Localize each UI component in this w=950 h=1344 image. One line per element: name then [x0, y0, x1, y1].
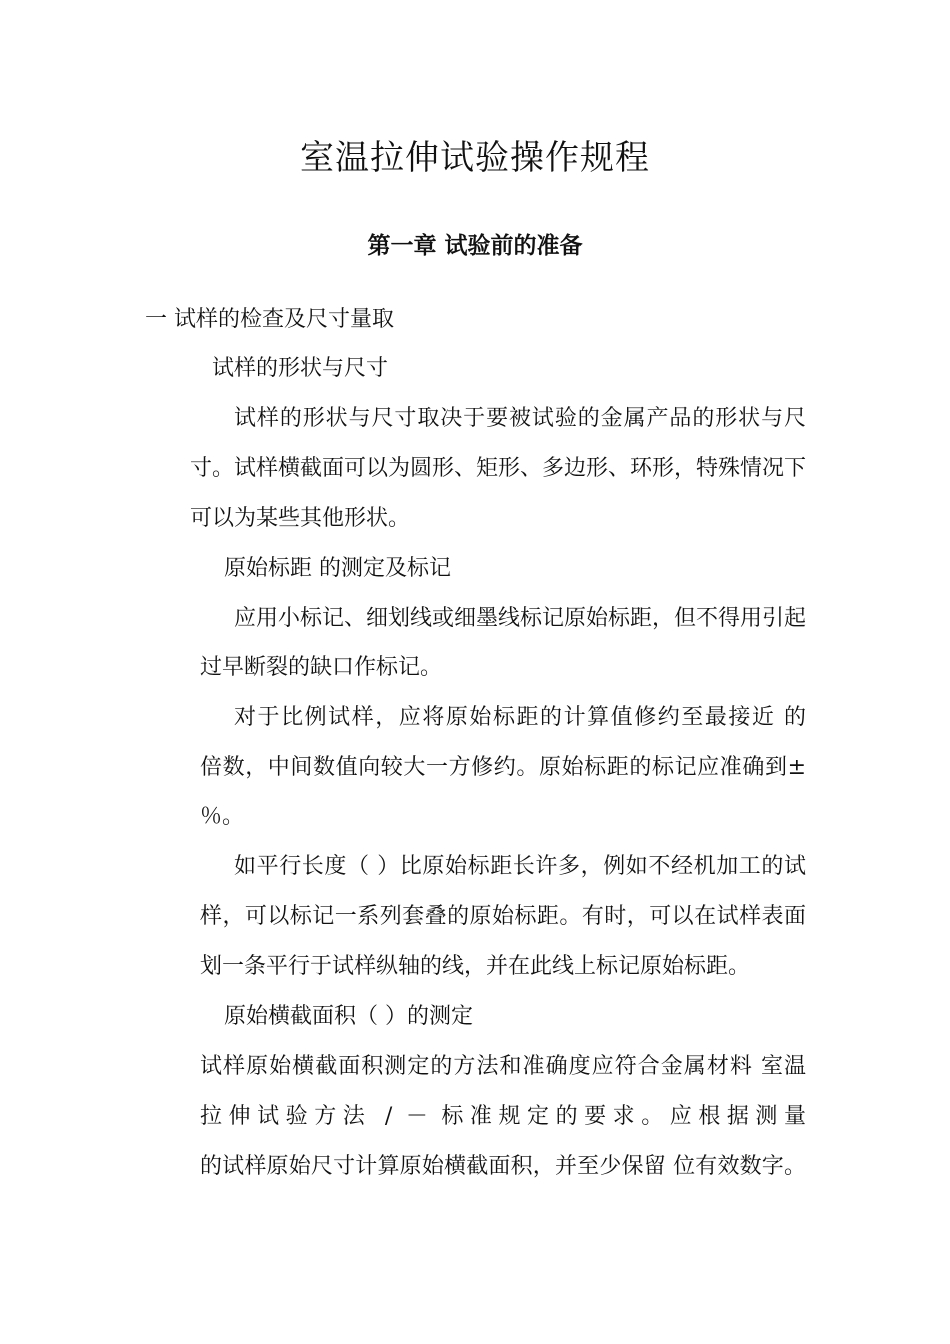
paragraph-line: 应用小标记、细划线或细墨线标记原始标距，但不得用引起 — [234, 606, 807, 631]
section-heading: 一 试样的检查及尺寸量取 — [145, 307, 394, 332]
paragraph-line: 过早断裂的缺口作标记。 — [200, 655, 443, 680]
paragraph-line: ％。 — [200, 804, 245, 829]
paragraph-line: 寸。试样横截面可以为圆形、矩形、多边形、环形，特殊情况下 — [190, 456, 807, 481]
paragraph-line: 倍数，中间数值向较大一方修约。原始标距的标记应准确到± — [200, 755, 806, 780]
subsection-heading-cross-section: 原始横截面积（ ）的测定 — [224, 1004, 473, 1029]
paragraph-line: 的试样原始尺寸计算原始横截面积，并至少保留 位有效数字。 — [200, 1154, 806, 1179]
subsection-heading-gauge-length: 原始标距 的测定及标记 — [224, 556, 451, 581]
paragraph-line: 样，可以标记一系列套叠的原始标距。有时，可以在试样表面 — [200, 904, 806, 929]
document-title: 室温拉伸试验操作规程 — [300, 138, 650, 178]
paragraph-line: 如平行长度（ ）比原始标距长许多，例如不经机加工的试 — [234, 854, 806, 879]
paragraph-line: 对于比例试样，应将原始标距的计算值修约至最接近 的 — [234, 705, 806, 730]
paragraph-line: 试样的形状与尺寸取决于要被试验的金属产品的形状与尺 — [234, 406, 806, 431]
paragraph-line: 可以为某些其他形状。 — [190, 506, 411, 531]
chapter-heading: 第一章 试验前的准备 — [367, 233, 583, 259]
paragraph-line: 拉伸试验方法 / － 标准规定的要求。应根据测量 — [200, 1104, 806, 1129]
subsection-heading-shape-size: 试样的形状与尺寸 — [212, 356, 389, 381]
paragraph-line: 划一条平行于试样纵轴的线，并在此线上标记原始标距。 — [200, 954, 751, 979]
paragraph-line: 试样原始横截面积测定的方法和准确度应符合金属材料 室温 — [200, 1054, 806, 1079]
